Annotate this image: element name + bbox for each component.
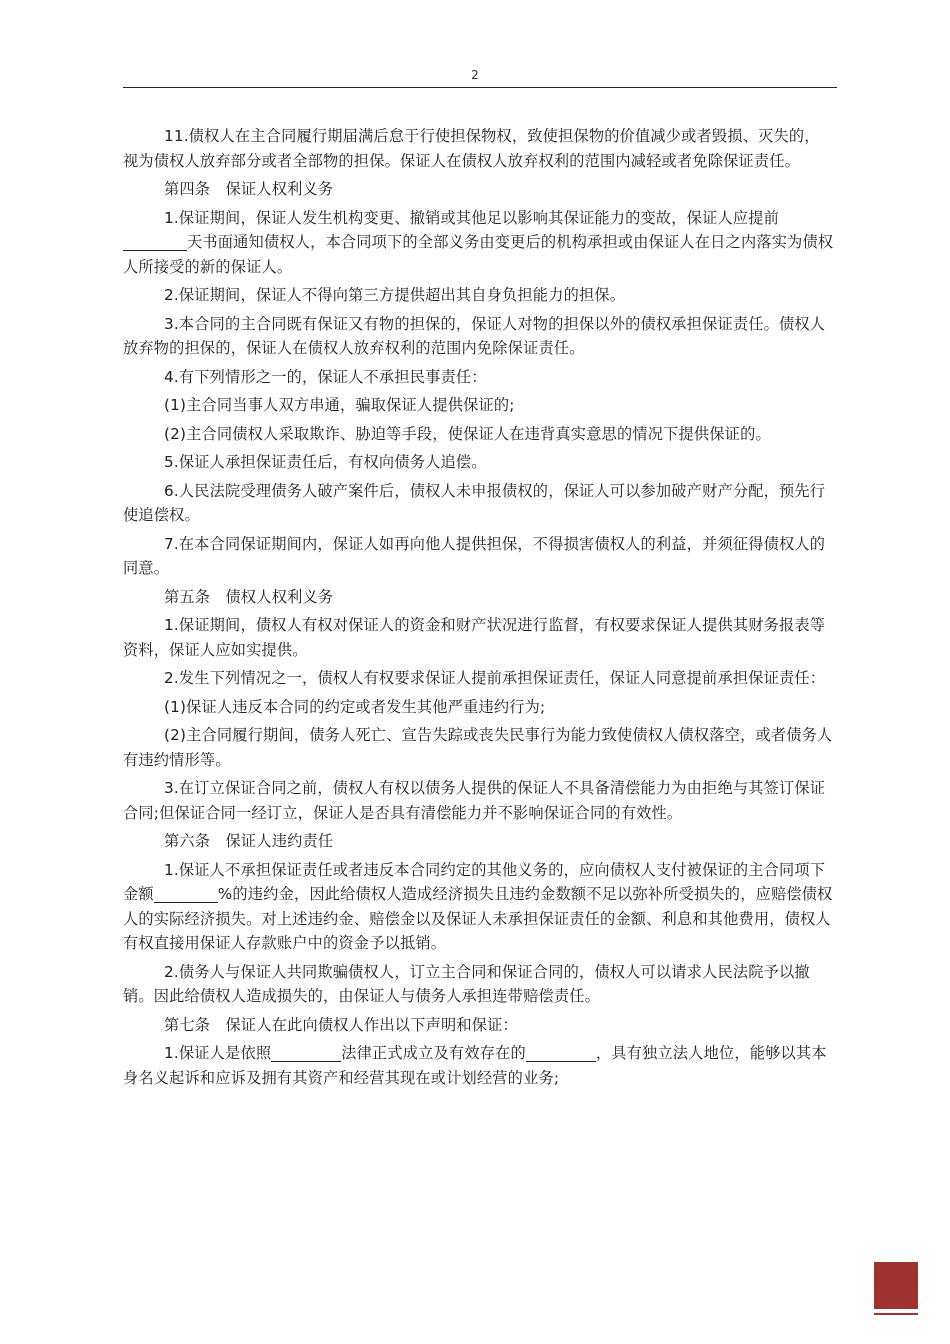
clause-6-2: 2.债务人与保证人共同欺骗债权人，订立主合同和保证合同的，债权人可以请求人民法院予以撤销。因此给债权人造成损失的，由保证人与债务人承担连带赔偿责任。	[123, 962, 810, 1005]
fill-blank-percent	[154, 885, 218, 903]
clause-7-1	[123, 1041, 835, 1090]
clause-6-1-part-a: 1.保证人不承担保证责任或者违反本合同约定的其他义务的，应向债权人支付被保证的主合同项下金额	[123, 860, 826, 903]
clause-4-1-part-b: 天书面通知债权人，本合同项下的全部义务由变更后的机构承担或由保证人在日之内落实为债权人所接受的新的保证人。	[123, 233, 834, 276]
header-rule	[123, 87, 837, 88]
clause-4-5: 5.保证人承担保证责任后，有权向债务人追偿。	[164, 453, 487, 471]
clause-5-3: 3.在订立保证合同之前，债权人有权以债务人提供的保证人不具备清偿能力为由拒绝与其签订保证合同;但保证合同一经订立，保证人是否具有清偿能力并不影响保证合同的有效性。	[123, 779, 826, 822]
page-number: 2	[471, 68, 479, 82]
article-4-heading: 第四条 保证人权利义务	[164, 180, 334, 198]
fill-blank-entity	[526, 1044, 596, 1062]
clause-7-1-part-b: 法律正式成立及有效存在的	[341, 1044, 526, 1062]
clause-4-6: 6.人民法院受理债务人破产案件后，债权人未申报债权的，保证人可以参加破产财产分配，预先行使追偿权。	[123, 481, 826, 524]
clause-3-11: 11.债权人在主合同履行期届满后怠于行使担保物权，致使担保物的价值减少或者毁损、灭失的，视为债权人放弃部分或者全部物的担保。保证人在债权人放弃权利的范围内减轻或者免除保证责任。	[123, 127, 820, 170]
clause-4-4-2: (2)主合同债权人采取欺诈、胁迫等手段，使保证人在违背真实意思的情况下提供保证的。	[164, 424, 771, 443]
clause-4-1	[123, 206, 835, 280]
clause-4-1-part-a: 1.保证期间，保证人发生机构变更、撤销或其他足以影响其保证能力的变故，保证人应提前	[164, 208, 780, 227]
clause-4-3: 3.本合同的主合同既有保证又有物的担保的，保证人对物的担保以外的债权承担保证责任。债权人放弃物的担保的，保证人在债权人放弃权利的范围内免除保证责任。	[123, 314, 826, 357]
clause-4-7: 7.在本合同保证期间内，保证人如再向他人提供担保，不得损害债权人的利益，并须征得债权人的同意。	[123, 534, 826, 577]
clause-5-2: 2.发生下列情况之一，债权人有权要求保证人提前承担保证责任，保证人同意提前承担保证责任：	[164, 669, 826, 687]
corner-decoration-block	[874, 1262, 918, 1309]
article-5-heading: 第五条 债权人权利义务	[164, 587, 334, 606]
clause-5-1: 1.保证期间，债权人有权对保证人的资金和财产状况进行监督，有权要求保证人提供其财务报表等资料，保证人应如实提供。	[123, 616, 826, 659]
corner-decoration-line	[874, 1313, 918, 1315]
clause-4-4-1: (1)主合同当事人双方串通，骗取保证人提供保证的;	[164, 396, 515, 414]
fill-blank-days	[123, 233, 187, 251]
clause-4-2: 2.保证期间，保证人不得向第三方提供超出其自身负担能力的担保。	[164, 286, 626, 304]
clause-5-2-1: (1)保证人违反本合同的约定或者发生其他严重违约行为;	[164, 697, 546, 716]
document-body	[123, 124, 835, 1094]
clause-5-2-2: (2)主合同履行期间，债务人死亡、宣告失踪或丧失民事行为能力致使债权人债权落空，或者债务人有违约情形等。	[123, 726, 833, 769]
article-6-heading: 第六条 保证人违约责任	[164, 832, 334, 850]
clause-6-1	[123, 858, 835, 956]
clause-6-1-part-b: %的违约金，因此给债权人造成经济损失且违约金数额不足以弥补所受损失的，应赔偿债权人的实际经济损失。对上述违约金、赔偿金以及保证人未承担保证责任的金额、利息和其他费用，债权人有权直接用保证人存款账户中的资金予以抵销。	[123, 885, 833, 952]
clause-4-4: 4.有下列情形之一的，保证人不承担民事责任：	[164, 367, 487, 386]
clause-7-1-part-a: 1.保证人是依照	[164, 1044, 272, 1062]
article-7-heading: 第七条 保证人在此向债权人作出以下声明和保证：	[164, 1015, 518, 1034]
clause-7-1-part-c: ，具有独立法人地位，能够以其本身名义起诉和应诉及拥有其资产和经营其现在或计划经营的业务;	[123, 1044, 827, 1087]
fill-blank-law	[271, 1044, 341, 1062]
